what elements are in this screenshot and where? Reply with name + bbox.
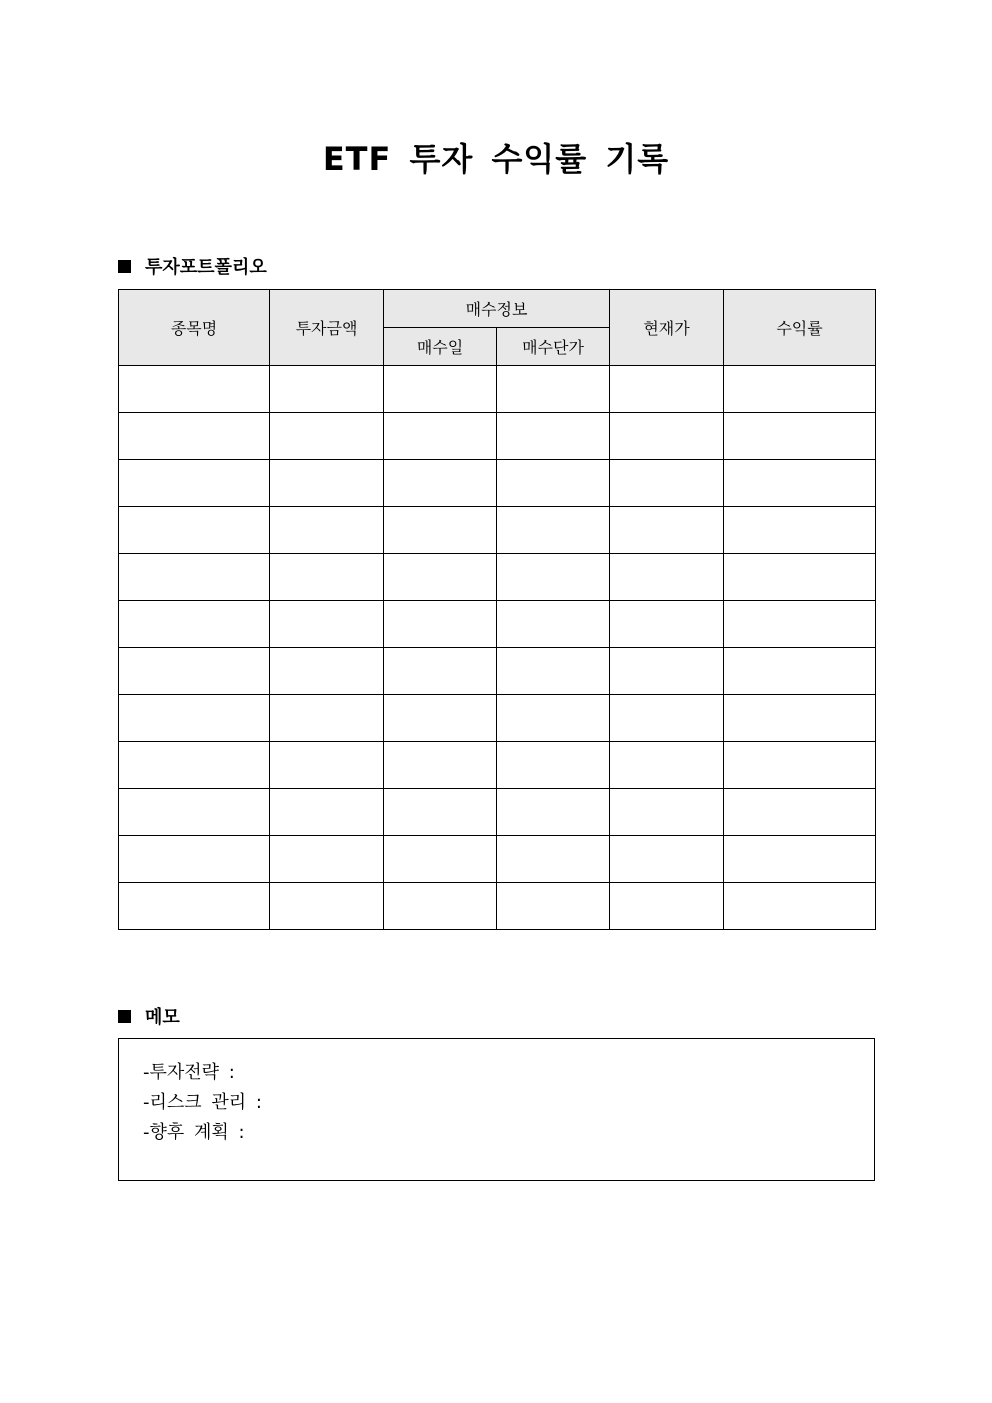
memo-box[interactable]	[118, 1038, 875, 1181]
header-purchase-info: 매수정보	[384, 290, 610, 328]
table-cell[interactable]	[119, 789, 270, 836]
table-cell[interactable]	[497, 507, 610, 554]
table-cell[interactable]	[270, 836, 384, 883]
memo-section-heading	[118, 1003, 180, 1029]
table-row	[119, 601, 876, 648]
table-cell[interactable]	[610, 836, 724, 883]
table-cell[interactable]	[119, 460, 270, 507]
table-row	[119, 366, 876, 413]
table-cell[interactable]	[610, 554, 724, 601]
table-cell[interactable]	[270, 742, 384, 789]
table-cell[interactable]	[724, 789, 876, 836]
table-cell[interactable]	[270, 789, 384, 836]
table-cell[interactable]	[497, 366, 610, 413]
table-cell[interactable]	[384, 413, 497, 460]
table-row	[119, 413, 876, 460]
table-cell[interactable]	[119, 648, 270, 695]
table-cell[interactable]	[497, 601, 610, 648]
table-row	[119, 695, 876, 742]
table-cell[interactable]	[724, 554, 876, 601]
table-row	[119, 883, 876, 930]
table-cell[interactable]	[497, 695, 610, 742]
table-cell[interactable]	[119, 554, 270, 601]
table-cell[interactable]	[119, 883, 270, 930]
square-bullet-icon	[118, 260, 131, 273]
table-cell[interactable]	[724, 460, 876, 507]
table-cell[interactable]	[119, 742, 270, 789]
table-cell[interactable]	[610, 883, 724, 930]
table-cell[interactable]	[724, 507, 876, 554]
table-cell[interactable]	[610, 648, 724, 695]
memo-heading-label: 메모	[145, 1007, 180, 1028]
table-cell[interactable]	[384, 742, 497, 789]
header-name: 종목명	[119, 290, 270, 366]
table-cell[interactable]	[724, 601, 876, 648]
table-cell[interactable]	[270, 554, 384, 601]
header-current-price: 현재가	[610, 290, 724, 366]
table-cell[interactable]	[610, 742, 724, 789]
table-cell[interactable]	[384, 601, 497, 648]
table-row	[119, 836, 876, 883]
table-cell[interactable]	[270, 648, 384, 695]
square-bullet-icon	[118, 1010, 131, 1023]
portfolio-table	[118, 289, 876, 930]
table-cell[interactable]	[384, 366, 497, 413]
table-row	[119, 789, 876, 836]
portfolio-section-heading	[118, 253, 267, 279]
memo-line-strategy: -투자전략 :	[143, 1062, 235, 1083]
table-cell[interactable]	[384, 789, 497, 836]
table-cell[interactable]	[497, 742, 610, 789]
memo-line-plan: -향후 계획 :	[143, 1122, 245, 1143]
table-cell[interactable]	[497, 460, 610, 507]
header-return-rate: 수익률	[724, 290, 876, 366]
table-row	[119, 742, 876, 789]
document-title: ETF 투자 수익률 기록	[322, 140, 670, 178]
table-cell[interactable]	[610, 366, 724, 413]
table-cell[interactable]	[497, 789, 610, 836]
table-cell[interactable]	[724, 695, 876, 742]
table-cell[interactable]	[497, 836, 610, 883]
table-cell[interactable]	[119, 366, 270, 413]
table-cell[interactable]	[384, 460, 497, 507]
table-cell[interactable]	[497, 554, 610, 601]
table-cell[interactable]	[724, 648, 876, 695]
header-amount: 투자금액	[270, 290, 384, 366]
table-cell[interactable]	[497, 413, 610, 460]
table-cell[interactable]	[610, 695, 724, 742]
table-cell[interactable]	[384, 836, 497, 883]
table-cell[interactable]	[119, 601, 270, 648]
table-cell[interactable]	[270, 601, 384, 648]
table-cell[interactable]	[384, 648, 497, 695]
table-cell[interactable]	[270, 413, 384, 460]
table-cell[interactable]	[384, 695, 497, 742]
table-cell[interactable]	[384, 554, 497, 601]
table-row	[119, 554, 876, 601]
table-cell[interactable]	[270, 883, 384, 930]
table-cell[interactable]	[497, 883, 610, 930]
table-cell[interactable]	[270, 507, 384, 554]
table-cell[interactable]	[610, 507, 724, 554]
table-cell[interactable]	[270, 460, 384, 507]
table-cell[interactable]	[270, 366, 384, 413]
header-purchase-price: 매수단가	[497, 328, 610, 366]
table-cell[interactable]	[119, 836, 270, 883]
table-cell[interactable]	[384, 507, 497, 554]
portfolio-heading-label: 투자포트폴리오	[145, 257, 267, 278]
table-cell[interactable]	[610, 460, 724, 507]
table-row	[119, 460, 876, 507]
table-cell[interactable]	[270, 695, 384, 742]
table-cell[interactable]	[119, 507, 270, 554]
table-cell[interactable]	[384, 883, 497, 930]
table-cell[interactable]	[610, 601, 724, 648]
header-purchase-date: 매수일	[384, 328, 497, 366]
memo-lines	[143, 1058, 262, 1148]
table-cell[interactable]	[610, 413, 724, 460]
table-cell[interactable]	[724, 413, 876, 460]
table-row	[119, 648, 876, 695]
memo-line-risk: -리스크 관리 :	[143, 1092, 262, 1113]
table-cell[interactable]	[119, 413, 270, 460]
table-cell[interactable]	[610, 789, 724, 836]
table-cell[interactable]	[119, 695, 270, 742]
table-cell[interactable]	[724, 366, 876, 413]
table-cell[interactable]	[724, 742, 876, 789]
table-row	[119, 507, 876, 554]
portfolio-table-body	[119, 366, 876, 930]
table-cell[interactable]	[724, 836, 876, 883]
table-cell[interactable]	[497, 648, 610, 695]
table-cell[interactable]	[724, 883, 876, 930]
